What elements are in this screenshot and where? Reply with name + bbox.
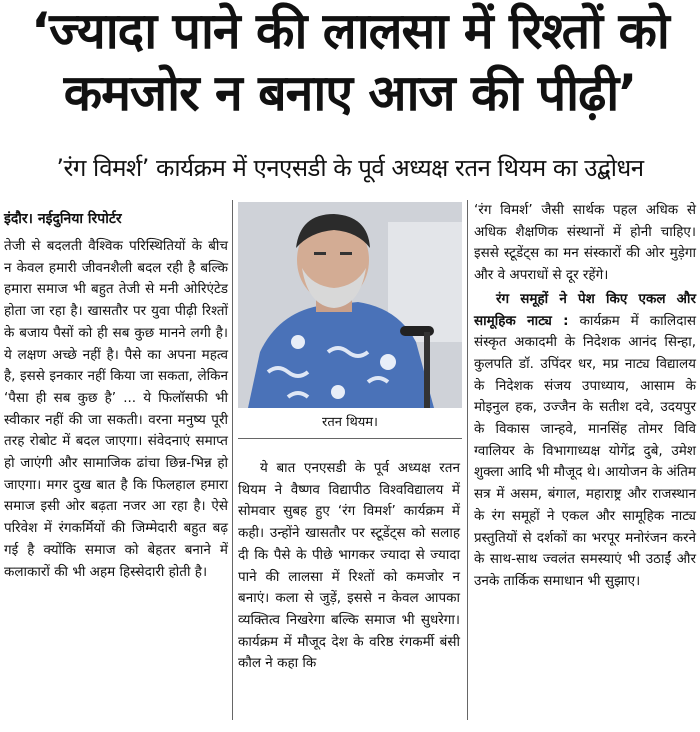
portrait-illustration [238, 202, 462, 408]
column-divider-left [232, 200, 233, 720]
column-1-text: तेजी से बदलती वैश्विक परिस्थितियों के बीच न केवल हमारी जीवनशैली बदल रही है बल्कि हमारा समाज भी बहुत तेजी से मनी ओरिएंटेड होता जा रहा है। खासतौर पर युवा पीढ़ी रिश्तों के बजाय पैसों को ही सब कुछ मानने लगी है। ये लक्षण अच्छे नहीं है। पैसे का अपना महत्व है, इससे इनकार नहीं किया जा सकता, लेकिन ‘पैसा ही सब कुछ है’ ... ये फिलॉसफी भी स्वीकार नहीं की जा सकती। वरना मनुष्य पूरी तरह रोबोट में बदल जाएगा। संवेदनाएं समाप्त हो जाएंगी और सामाजिक ढांचा छिन्न-भिन्न हो जाएगा। मगर दुख बात है कि फिलहाल हमारा समाज इसी ओर बढ़ता नजर आ रहा है। ऐसे परिवेश में रंगकर्मियों की जिम्मेदारी बहुत बढ़ गई है क्योंकि समाज को बेहतर बनाने में कलाकारों की भी अहम हिस्सेदारी होती है। [4, 238, 228, 580]
column-3-paragraph-1: ‘रंग विमर्श’ जैसी सार्थक पहल अधिक से अधिक शैक्षणिक संस्थानों में होनी चाहिए। इससे स्टूडेंट्स का मन संस्कारों की ओर मुड़ेगा और वे अपराधों से दूर रहेंगे। [474, 202, 696, 284]
article-column-2 [238, 458, 460, 675]
caption-divider [238, 438, 462, 439]
byline: इंदौर। नईदुनिया रिपोर्टर [4, 211, 122, 227]
article-column-1 [4, 236, 228, 583]
column-3-paragraph-2 [474, 289, 696, 593]
headline-line-1: ‘ज्यादा पाने की लालसा में रिश्तों को [31, 2, 669, 60]
subheadline: ’रंग विमर्श’ कार्यक्रम में एनएसडी के पूर्व अध्यक्ष रतन थियम का उद्बोधन [56, 154, 644, 182]
column-2-text: ये बात एनएसडी के पूर्व अध्यक्ष रतन थियम ने वैष्णव विद्यापीठ विश्वविद्यालय में सोमवार सुबह हुए ‘रंग विमर्श’ कार्यक्रम में कही। उन्होंने खासतौर पर स्टूडेंट्स को सलाह दी कि पैसे के पीछे भागकर ज्यादा से ज्यादा पाने की लालसा में रिश्तों को कमजोर न बनाएं। कला से जुड़ें, इससे न केवल आपका व्यक्तित्व निखरेगा बल्कि समाज भी सुधरेगा। कार्यक्रम में मौजूद देश के वरिष्ठ रंगकर्मी बंसी कौल ने कहा कि [238, 460, 460, 672]
portrait-photo [238, 202, 462, 408]
column-3-paragraph-2-text: कार्यक्रम में कालिदास संस्कृत अकादमी के निदेशक आनंद सिन्हा, कुलपति डॉ. उपिंदर धर, मप्र नाट्य विद्यालय के निदेशक संजय उपाध्याय, आसाम के मोइनुल हक, उज्जैन के सतीश दवे, उदयपुर के विकास जान्हवे, मानसिंह तोमर विवि ग्वालियर के विभागाध्यक्ष योगेंद्र दुबे, उमेश शुक्ला आदि भी मौजूद थे। आयोजन के अंतिम सत्र में असम, बंगाल, महाराष्ट्र और राजस्थान के रंग समूहों ने एकल और सामूहिक नाट्य प्रस्तुतियों से दर्शकों का भरपूर मनोरंजन करने के साथ-साथ ज्वलंत समस्याएं भी उठाईं और उनके तार्किक समाधान भी सुझाए। [474, 312, 696, 589]
article-column-3 [474, 200, 696, 593]
column-3-subheading: रंग समूहों ने पेश किए एकल और सामूहिक नाट्य : [474, 290, 696, 329]
headline-line-2: कमजोर न बनाए आज की पीढ़ी’ [63, 64, 637, 122]
photo-caption: रतन थियम। [322, 415, 378, 430]
column-divider-right [467, 200, 468, 720]
headline [0, 0, 700, 122]
